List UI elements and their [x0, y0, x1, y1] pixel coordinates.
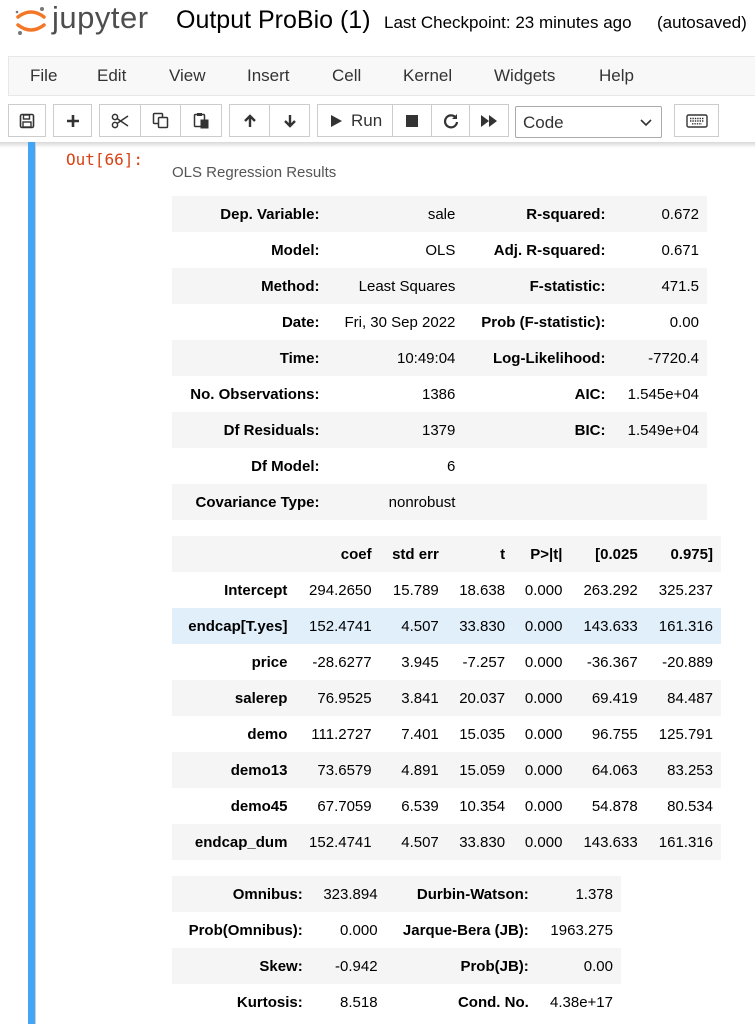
diagnostics-row [172, 876, 621, 912]
fast-forward-icon [480, 114, 498, 128]
summary-value: nonrobust [388, 493, 456, 511]
autosave-status: (autosaved) [657, 13, 747, 32]
diagnostics-row [172, 984, 621, 1020]
coefficient-value: 33.830 [459, 617, 506, 635]
summary-label: Log-Likelihood: [492, 349, 606, 367]
coefficient-value: 152.4741 [309, 833, 372, 851]
diagnostic-label: Skew: [259, 957, 303, 975]
cell-type-select[interactable] [515, 106, 662, 138]
summary-label: Covariance Type: [195, 493, 320, 511]
copy-icon [152, 112, 169, 129]
coefficient-column-header [172, 536, 295, 572]
coefficient-value: 263.292 [583, 581, 638, 599]
coefficient-value: 80.534 [667, 797, 713, 815]
menubar [8, 56, 755, 96]
coefficient-value: 161.316 [658, 833, 713, 851]
coefficient-value: 3.841 [401, 689, 439, 707]
summary-value [613, 448, 707, 484]
coefficient-value: 84.487 [667, 689, 713, 707]
coefficient-value: 67.7059 [317, 797, 372, 815]
table-row [172, 680, 721, 716]
summary-label: Date: [281, 313, 320, 331]
summary-value: -7720.4 [648, 349, 699, 367]
diagnostic-value: 1963.275 [550, 921, 613, 939]
summary-value [613, 484, 707, 520]
variable-name: demo45 [230, 797, 288, 815]
results-caption: OLS Regression Results [172, 164, 337, 181]
diagnostics-row [172, 912, 621, 948]
coefficient-column-header: 0.975] [670, 545, 713, 563]
diagnostic-value: -0.942 [335, 957, 378, 975]
menu-widgets[interactable]: Widgets [494, 66, 556, 85]
menu-kernel[interactable]: Kernel [403, 66, 453, 85]
table-row [172, 644, 721, 680]
coefficient-column-header: [0.025 [595, 545, 638, 563]
summary-row [172, 340, 707, 376]
play-icon [330, 114, 343, 128]
summary-value: 10:49:04 [396, 349, 456, 367]
coefficient-value: 15.059 [459, 761, 506, 779]
summary-value: 1386 [422, 385, 456, 403]
coefficient-value: 125.791 [658, 725, 713, 743]
move-down-button[interactable] [269, 104, 310, 137]
coefficient-value: 143.633 [583, 617, 638, 635]
coefficient-value: 0.000 [524, 653, 563, 671]
summary-value: sale [427, 205, 456, 223]
summary-value: 1.545e+04 [627, 385, 699, 403]
paste-button[interactable] [180, 104, 222, 137]
coefficient-column-header: P>|t| [530, 545, 563, 563]
insert-cell-button[interactable] [53, 104, 92, 137]
coefficient-table [172, 536, 721, 860]
arrow-down-icon [282, 113, 298, 129]
diagnostic-label: Prob(JB): [460, 957, 529, 975]
diagnostic-label: Durbin-Watson: [416, 885, 529, 903]
jupyter-logo-text: jupyter [52, 0, 149, 35]
restart-run-all-button[interactable] [469, 104, 509, 137]
coefficient-value: 0.000 [524, 797, 563, 815]
coefficient-value: 0.000 [524, 833, 563, 851]
coefficient-column-header: coef [340, 545, 372, 563]
coefficient-value: 3.945 [401, 653, 439, 671]
diagnostic-label: Omnibus: [232, 885, 303, 903]
summary-value: 0.671 [661, 241, 699, 259]
coefficient-value: 69.419 [591, 689, 638, 707]
interrupt-button[interactable] [392, 104, 432, 137]
summary-label: AIC: [574, 385, 606, 403]
scissors-icon [111, 113, 129, 129]
coefficient-value: 64.063 [591, 761, 638, 779]
diagnostic-value: 1.378 [575, 885, 613, 903]
header-shadow [0, 142, 755, 148]
save-button[interactable] [8, 104, 46, 137]
notebook-header [0, 0, 755, 48]
keyboard-icon [686, 114, 708, 128]
output-prompt: Out[66]: [66, 150, 144, 169]
coefficient-value: 15.035 [459, 725, 506, 743]
variable-name: price [251, 653, 288, 671]
selected-cell-indicator [28, 142, 35, 1024]
paste-icon [193, 112, 210, 129]
summary-label: Adj. R-squared: [493, 241, 606, 259]
coefficient-value: 111.2727 [311, 725, 372, 743]
summary-value: Fri, 30 Sep 2022 [344, 313, 456, 331]
notebook-title[interactable]: Output ProBio (1) [176, 6, 371, 34]
summary-table [172, 196, 707, 520]
coefficient-value: 4.507 [401, 617, 439, 635]
summary-label: Df Residuals: [223, 421, 320, 439]
coefficient-value: -7.257 [462, 653, 506, 671]
summary-label: BIC: [574, 421, 606, 439]
coefficient-value: 18.638 [459, 581, 506, 599]
restart-icon [443, 113, 459, 129]
table-row [172, 788, 721, 824]
menu-edit[interactable]: Edit [97, 66, 127, 85]
coefficient-column-header: std err [392, 545, 439, 563]
variable-name: salerep [234, 689, 288, 707]
plus-icon [66, 114, 80, 128]
coefficient-value: 6.539 [401, 797, 439, 815]
coefficient-value: 76.9525 [317, 689, 372, 707]
summary-value: 1.549e+04 [627, 421, 699, 439]
command-palette-button[interactable] [674, 104, 719, 137]
summary-label: Prob (F-statistic): [481, 313, 606, 331]
arrow-up-icon [242, 113, 258, 129]
coefficient-value: 20.037 [459, 689, 506, 707]
move-up-button[interactable] [229, 104, 270, 137]
variable-name: endcap_dum [194, 833, 288, 851]
diagnostic-value: 0.000 [340, 921, 378, 939]
diagnostic-label: Jarque-Bera (JB): [402, 921, 529, 939]
summary-label: Df Model: [251, 457, 320, 475]
variable-name: demo13 [230, 761, 288, 779]
diagnostic-value: 0.00 [583, 957, 613, 975]
coefficient-value: 0.000 [524, 617, 563, 635]
summary-row [172, 376, 707, 412]
diagnostic-value: 8.518 [340, 993, 378, 1011]
summary-row [172, 232, 707, 268]
coefficient-value: 0.000 [524, 725, 563, 743]
summary-row [172, 448, 707, 484]
coefficient-value: 73.6579 [317, 761, 372, 779]
diagnostic-value: 323.894 [323, 885, 378, 903]
summary-label: F-statistic: [529, 277, 606, 295]
coefficient-value: 15.789 [392, 581, 439, 599]
table-row [172, 608, 721, 644]
coefficient-value: 4.891 [401, 761, 439, 779]
summary-value: 6 [447, 457, 456, 475]
menu-cell[interactable]: Cell [332, 66, 362, 85]
menu-view[interactable]: View [169, 66, 206, 85]
summary-value: Least Squares [358, 277, 456, 295]
cut-button[interactable] [99, 104, 141, 137]
menu-insert[interactable]: Insert [247, 66, 290, 85]
coefficient-value: 7.401 [401, 725, 439, 743]
summary-label [463, 484, 613, 520]
chevron-down-icon [639, 115, 653, 129]
summary-value: 471.5 [661, 277, 699, 295]
stop-icon [405, 114, 419, 128]
diagnostic-label: Kurtosis: [236, 993, 303, 1011]
coefficient-value: 161.316 [658, 617, 713, 635]
table-row [172, 752, 721, 788]
table-row [172, 572, 721, 608]
coefficient-value: 0.000 [524, 689, 563, 707]
coefficient-value: 83.253 [667, 761, 713, 779]
summary-label: Time: [279, 349, 320, 367]
diagnostics-table [172, 876, 621, 1020]
variable-name: demo [247, 725, 288, 743]
summary-label: Model: [271, 241, 320, 259]
summary-row [172, 304, 707, 340]
table-row [172, 824, 721, 860]
coefficient-value: 0.000 [524, 581, 563, 599]
coefficient-value: -36.367 [586, 653, 638, 671]
summary-label: Method: [261, 277, 320, 295]
coefficient-value: 152.4741 [309, 617, 372, 635]
variable-name: endcap[T.yes] [188, 617, 288, 635]
cell-type-value: Code [523, 113, 564, 132]
cell-border [35, 142, 36, 1024]
coefficient-value: 143.633 [583, 833, 638, 851]
restart-button[interactable] [431, 104, 470, 137]
jupyter-logo-icon[interactable] [14, 4, 48, 38]
summary-label: R-squared: [526, 205, 606, 223]
coefficient-value: 325.237 [658, 581, 713, 599]
menu-help[interactable]: Help [599, 66, 634, 85]
summary-label [463, 448, 613, 484]
diagnostic-label: Prob(Omnibus): [188, 921, 303, 939]
variable-name: Intercept [224, 581, 288, 599]
coefficient-header-row [172, 536, 721, 572]
summary-row [172, 268, 707, 304]
toolbar [0, 104, 755, 140]
coefficient-value: 0.000 [524, 761, 563, 779]
diagnostic-label: Cond. No. [457, 993, 529, 1011]
summary-row [172, 196, 707, 232]
table-row [172, 716, 721, 752]
run-label: Run [351, 110, 383, 130]
summary-value: OLS [425, 241, 456, 259]
coefficient-value: -28.6277 [312, 653, 372, 671]
checkpoint-status: Last Checkpoint: 23 minutes ago [384, 13, 632, 32]
summary-label: No. Observations: [190, 385, 320, 403]
summary-label: Dep. Variable: [220, 205, 320, 223]
save-icon [19, 113, 35, 129]
diagnostics-row [172, 948, 621, 984]
summary-row [172, 484, 707, 520]
coefficient-value: 4.507 [401, 833, 439, 851]
run-button[interactable] [317, 104, 393, 137]
summary-value: 1379 [422, 421, 456, 439]
coefficient-value: 294.2650 [309, 581, 372, 599]
coefficient-value: 96.755 [591, 725, 638, 743]
coefficient-column-header: t [500, 545, 506, 563]
menu-file[interactable]: File [30, 66, 58, 85]
copy-button[interactable] [140, 104, 181, 137]
summary-row [172, 412, 707, 448]
coefficient-value: 10.354 [459, 797, 506, 815]
coefficient-value: 54.878 [591, 797, 638, 815]
diagnostic-value: 4.38e+17 [550, 993, 613, 1011]
summary-value: 0.672 [661, 205, 699, 223]
coefficient-value: -20.889 [662, 653, 713, 671]
summary-value: 0.00 [669, 313, 699, 331]
coefficient-value: 33.830 [459, 833, 506, 851]
